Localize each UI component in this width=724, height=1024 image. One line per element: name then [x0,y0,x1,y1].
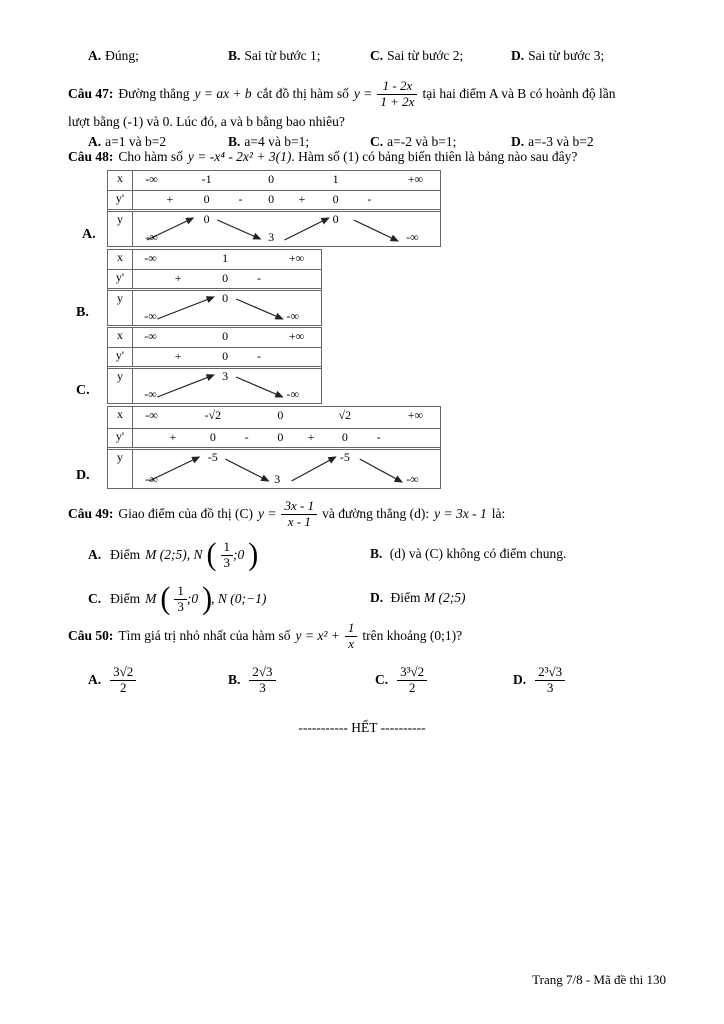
option-label: A. [88,672,102,687]
sign: 0 [222,349,229,363]
option-a [88,658,136,702]
x-value: +∞ [407,172,424,186]
row-label-y: y [108,212,133,246]
sign: + [169,430,177,444]
option-label: D. [511,48,525,63]
table-row-x [108,328,321,347]
fraction [221,540,234,571]
fraction [535,665,565,696]
left-paren: ( [160,581,171,616]
left-paren: ( [206,537,217,572]
option-text: Điểm [110,591,141,606]
question-text: cắt đồ thị hàm số [256,86,349,101]
x-value: -∞ [145,172,158,186]
question-text: Cho hàm số [118,149,183,164]
option-b [370,546,566,562]
option-text: a=-2 và b=1; [387,134,457,149]
fraction-numerator: 1 [221,540,234,556]
x-value: 0 [222,329,229,343]
row-label-y: y [108,369,133,403]
math-text: ;0 [233,547,245,562]
x-value: -∞ [145,408,158,422]
option-text: a=-3 và b=2 [528,134,594,149]
fraction [345,621,358,652]
sign: + [298,192,306,206]
math-text: , N (0;−1) [211,591,267,606]
option-a [88,48,139,64]
question-text: Đường thẳng [118,86,190,101]
question-text: tại hai điểm A và B có hoành độ lần [422,86,616,101]
fraction-numerator: 3√2 [110,665,136,681]
page-footer: Trang 7/8 - Mã đề thi 130 [532,972,666,987]
fraction-denominator: x - 1 [287,513,311,529]
right-paren: ) [202,581,213,616]
option-label: A. [88,134,102,149]
option-label: D. [370,590,384,605]
table-row-y [108,366,321,403]
row-label-y: y [108,291,133,325]
option-d [370,590,465,606]
question-47 [68,74,668,152]
sign: + [307,430,315,444]
option-label: C. [88,591,102,606]
question-text: và đường thẳng (d): [322,506,430,521]
sign: 0 [268,192,275,206]
x-value: +∞ [288,329,305,343]
y-limit: -∞ [286,309,300,323]
option-text: Sai từ bước 1; [244,48,321,63]
y-max-value: 0 [222,291,229,305]
fraction-numerator: 2³√3 [535,665,565,681]
x-value: -1 [201,172,212,186]
sign: + [174,271,182,285]
y-limit: -∞ [406,472,419,486]
option-c [375,658,427,702]
row-label-x: x [108,171,133,190]
question-50-options-row [68,658,688,702]
y-max-value: -5 [339,450,350,464]
variation-table-b [107,249,322,326]
option-label: B. [228,134,241,149]
question-text: là: [491,506,506,521]
fraction-numerator: 1 [345,621,358,637]
fraction-numerator: 3x - 1 [281,499,317,515]
table-row-yprime [108,428,440,447]
y-limit: -∞ [145,472,158,486]
option-label: C. [370,134,384,149]
option-c [88,578,266,620]
fraction-numerator: 1 - 2x [377,79,417,95]
fraction-denominator: 1 + 2x [380,93,415,109]
y-max-value: 0 [203,212,210,226]
fraction [397,665,427,696]
row-label-yprime: y' [108,191,133,209]
x-value: -∞ [144,329,157,343]
sign: 0 [341,430,348,444]
formula: y = [353,86,373,101]
table-row-yprime [108,347,321,366]
table-row-yprime [108,269,321,288]
x-value: +∞ [407,408,424,422]
row-label-x: x [108,328,133,347]
table-option-label-a: A. [82,227,96,242]
sign: - [376,430,381,444]
option-a [88,534,257,576]
fraction-numerator: 1 [174,584,187,600]
table-option-label-b: B. [76,305,89,320]
fraction [249,665,275,696]
fraction-denominator: 3 [546,679,554,695]
option-label: C. [375,672,389,687]
sign: 0 [209,430,216,444]
right-paren: ) [248,537,259,572]
sign: + [166,192,174,206]
table-row-y [108,288,321,325]
y-limit: -∞ [286,387,300,401]
option-text: Điểm [110,547,141,562]
fraction-denominator: 3 [177,598,184,614]
fraction [174,584,187,615]
row-label-x: x [108,250,133,269]
row-label-x: x [108,407,133,428]
option-text: Đúng; [105,48,139,63]
question-text: Tìm giá trị nhỏ nhất của hàm số [118,628,291,643]
option-label: A. [88,48,102,63]
end-of-exam-line: ----------- HẾT ---------- [298,720,426,735]
fraction [281,499,317,530]
y-limit: -∞ [144,387,157,401]
x-value: √2 [338,408,352,422]
fraction-numerator: 3³√2 [397,665,427,681]
formula: y = ax + b [194,86,252,101]
question-number: Câu 48: [68,149,114,164]
x-value: 0 [268,172,275,186]
y-max-value: 0 [332,212,339,226]
formula: y = [257,506,277,521]
sign: - [256,271,261,285]
math-text: ;0 [186,591,199,606]
fraction [377,79,417,110]
math-text: M (2;5) [423,590,466,605]
table-option-label-d: D. [76,468,90,483]
sign: - [244,430,249,444]
question-text: Giao điểm của đồ thị (C) [118,506,253,521]
sign: - [367,192,372,206]
y-min-value: 3 [268,230,275,244]
formula: y = 3x - 1 [434,506,487,521]
monotonicity-arrows [133,212,440,246]
option-label: D. [513,672,527,687]
option-label: B. [370,546,383,561]
question-number: Câu 47: [68,86,114,101]
question-number: Câu 49: [68,506,114,521]
x-value: -∞ [144,251,157,265]
y-limit: -∞ [144,309,157,323]
fraction-denominator: 2 [119,679,127,695]
monotonicity-arrows [133,450,440,488]
math-text: M [145,591,157,606]
option-b [228,48,321,64]
option-label: C. [370,48,384,63]
option-text: Sai từ bước 2; [387,48,464,63]
question-49-line1 [68,494,688,534]
fraction-denominator: 3 [223,554,230,570]
option-d [513,658,565,702]
x-value: -√2 [204,408,222,422]
sign: 0 [222,271,229,285]
x-value: 0 [277,408,284,422]
option-label: D. [511,134,525,149]
y-min-value: 3 [274,472,281,486]
formula: y = -x⁴ - 2x² + 3(1) [187,149,292,164]
x-value: +∞ [288,251,305,265]
question-text: trên khoảng (0;1)? [362,628,463,643]
row-label-yprime: y' [108,270,133,288]
question46-options-row [68,48,668,66]
question-49-options-row2 [68,578,688,620]
option-label: B. [228,48,241,63]
option-label: A. [88,547,102,562]
question-50-line1 [68,616,688,656]
option-label: B. [228,672,241,687]
option-b [228,658,276,702]
variation-table-a [107,170,441,247]
sign: 0 [277,430,284,444]
option-text: Sai từ bước 3; [528,48,605,63]
sign: - [256,349,261,363]
option-text: a=1 và b=2 [105,134,167,149]
y-limit: -∞ [145,230,158,244]
table-row-x [108,407,440,428]
option-text: (d) và (C) không có điểm chung. [389,546,567,561]
question-47-line2: lượt bằng (-1) và 0. Lúc đó, a và b bằng bao nhiêu? [68,114,345,129]
row-label-y: y [108,450,133,488]
fraction-denominator: 3 [259,679,266,695]
table-option-label-c: C. [76,383,90,398]
table-row-x [108,250,321,269]
row-label-yprime: y' [108,429,133,447]
question-49-options-row1 [68,534,688,576]
variation-table-c [107,327,322,404]
y-limit: -∞ [406,230,419,244]
option-d [511,48,604,64]
sign: 0 [203,192,210,206]
formula: y = x² + [295,628,340,643]
x-value: 1 [332,172,339,186]
y-max-value: 3 [222,369,229,383]
question-number: Câu 50: [68,628,114,643]
fraction-denominator: x [348,635,355,651]
row-label-yprime: y' [108,348,133,366]
table-row-y [108,209,440,246]
sign: + [174,349,182,363]
variation-table-d [107,406,441,489]
table-row-yprime [108,190,440,209]
y-max-value: -5 [207,450,218,464]
option-c [370,48,463,64]
option-text: a=4 và b=1; [244,134,310,149]
fraction-denominator: 2 [408,679,416,695]
question-47-line1 [68,74,668,114]
question-49 [68,494,688,620]
fraction-numerator: 2√3 [249,665,275,681]
fraction [110,665,136,696]
question-48 [68,147,688,167]
math-text: M (2;5), N [145,547,203,562]
sign: - [238,192,243,206]
table-row-x [108,171,440,190]
sign: 0 [332,192,339,206]
question-text: . Hàm số (1) có bảng biến thiên là bảng nào sau đây? [291,149,578,164]
x-value: 1 [222,251,229,265]
option-text: Điểm [390,590,421,605]
table-row-y [108,447,440,488]
question-50 [68,616,688,702]
